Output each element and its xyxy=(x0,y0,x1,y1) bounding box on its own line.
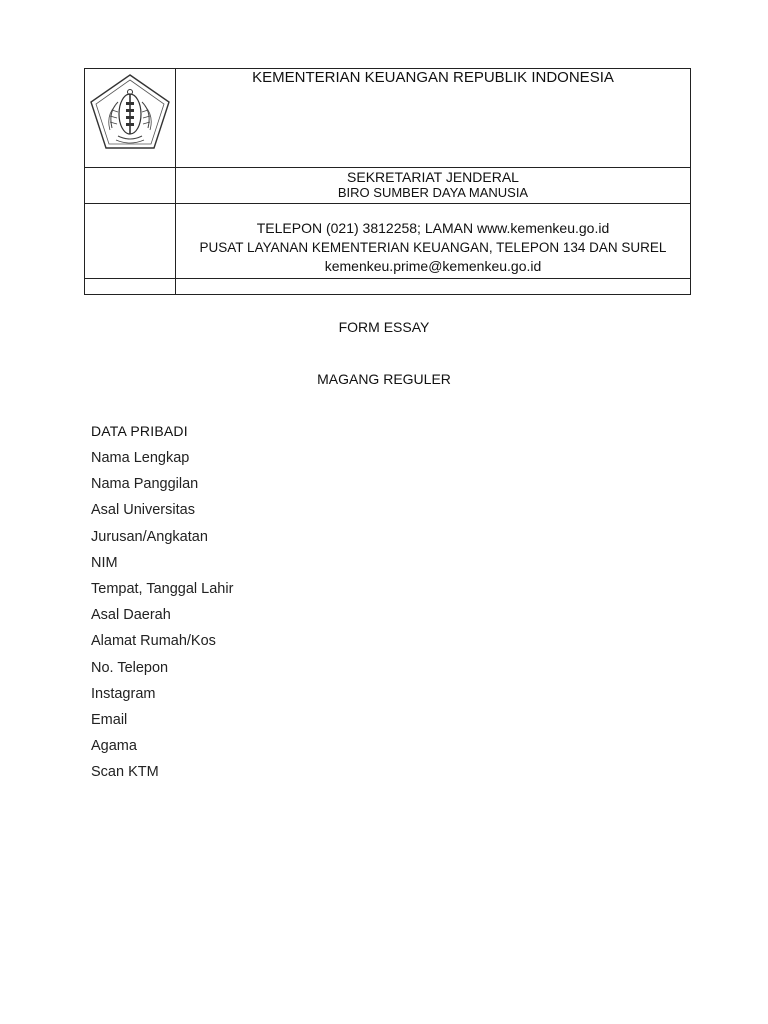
secretariat-name: SEKRETARIAT JENDERAL xyxy=(347,169,519,185)
contact-line-email: kemenkeu.prime@kemenkeu.go.id xyxy=(324,258,542,274)
empty-cell xyxy=(85,168,176,204)
field-label: Jurusan/Angkatan xyxy=(91,528,208,545)
letterhead-table xyxy=(84,68,691,295)
field-label: Asal Universitas xyxy=(91,502,195,519)
empty-cell xyxy=(85,204,176,279)
field-label: Asal Daerah xyxy=(91,607,171,624)
field-label: No. Telepon xyxy=(91,659,169,676)
secretariat-cell xyxy=(176,168,691,204)
section-heading: DATA PRIBADI xyxy=(91,423,188,439)
logo-cell xyxy=(85,69,176,168)
form-subtitle: MAGANG REGULER xyxy=(317,371,451,387)
ministry-emblem-icon xyxy=(88,72,172,152)
contact-cell xyxy=(176,204,691,279)
contact-line-service: PUSAT LAYANAN KEMENTERIAN KEUANGAN, TELEPON 134 DAN SUREL xyxy=(199,240,667,255)
field-label: Instagram xyxy=(91,685,156,702)
contact-line-phone: TELEPON (021) 3812258; LAMAN www.kemenkeu.go.id xyxy=(256,220,610,236)
ministry-name-cell xyxy=(176,69,691,168)
field-label: Email xyxy=(91,711,128,728)
ministry-name: KEMENTERIAN KEUANGAN REPUBLIK INDONESIA xyxy=(252,69,614,86)
form-title: FORM ESSAY xyxy=(338,319,430,335)
bureau-name: BIRO SUMBER DAYA MANUSIA xyxy=(337,185,529,200)
empty-cell xyxy=(176,279,691,295)
field-label: Tempat, Tanggal Lahir xyxy=(91,580,234,597)
field-label: NIM xyxy=(91,554,118,571)
field-label: Scan KTM xyxy=(91,764,159,781)
field-label: Agama xyxy=(91,738,137,755)
field-label: Nama Panggilan xyxy=(91,476,199,493)
personal-data-field-list xyxy=(91,448,233,788)
field-label: Nama Lengkap xyxy=(91,450,190,466)
empty-cell xyxy=(85,279,176,295)
field-label: Alamat Rumah/Kos xyxy=(91,633,216,650)
